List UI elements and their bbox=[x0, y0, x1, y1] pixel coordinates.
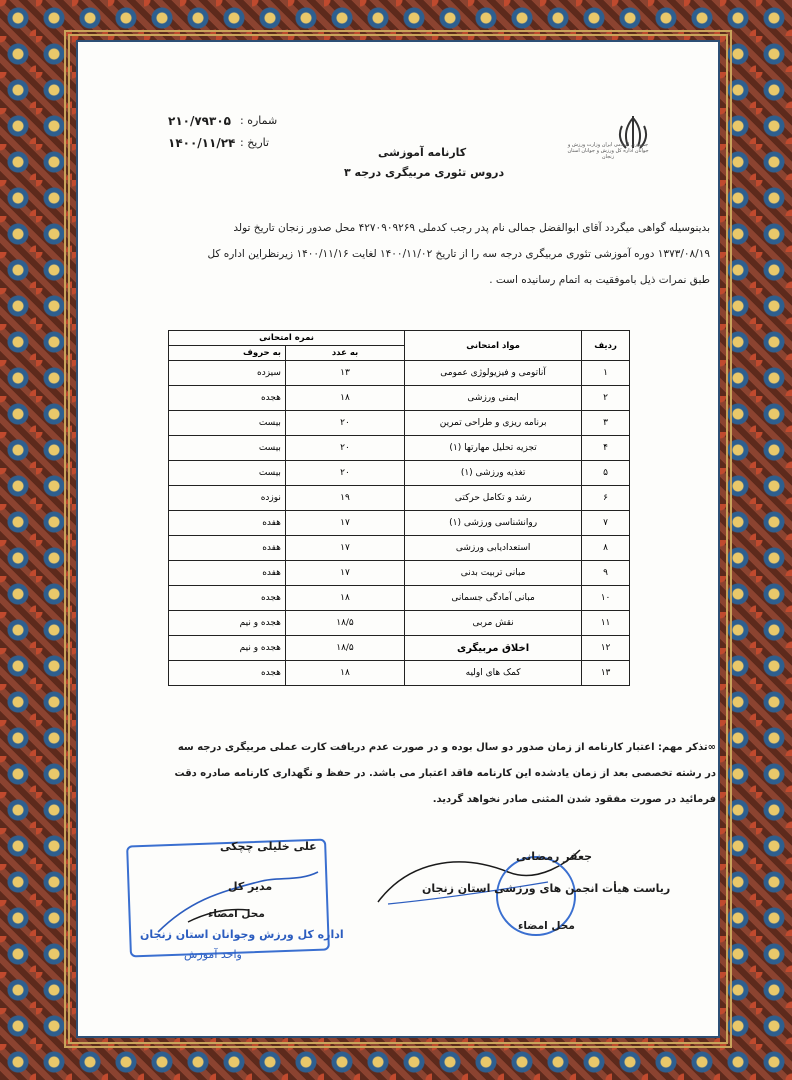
row-words: هجده bbox=[169, 586, 286, 611]
table-row bbox=[169, 661, 630, 686]
left-signer-name: علی خلیلی چچکی bbox=[220, 840, 317, 853]
table-row bbox=[169, 636, 630, 661]
row-index: ۷ bbox=[582, 511, 630, 536]
row-numeric: ۲۰ bbox=[285, 436, 404, 461]
row-numeric: ۱۸ bbox=[285, 661, 404, 686]
table-row bbox=[169, 561, 630, 586]
row-numeric: ۱۸ bbox=[285, 386, 404, 411]
row-words: نوزده bbox=[169, 486, 286, 511]
row-words: هجده bbox=[169, 661, 286, 686]
header-index: ردیف bbox=[582, 331, 630, 361]
row-words: هفده bbox=[169, 536, 286, 561]
row-subject: نقش مربی bbox=[405, 611, 582, 636]
left-stamp-text: اداره کل ورزش وجوانان استان زنجان bbox=[140, 928, 344, 941]
row-words: هفده bbox=[169, 511, 286, 536]
left-stamp-unit: واحد آموزش bbox=[184, 948, 242, 961]
row-index: ۱۳ bbox=[582, 661, 630, 686]
row-subject: آناتومی و فیزیولوژی عمومی bbox=[405, 361, 582, 386]
body-line-2: ۱۳۷۳/۰۸/۱۹ دوره آموزشی تئوری مربیگری درجه سه را از تاریخ ۱۴۰۰/۱۱/۰۲ لغایت ۱۴۰۰/۱۱/۱۶ زیرنظراین اداره کل bbox=[207, 248, 710, 260]
table-row bbox=[169, 486, 630, 511]
row-numeric: ۱۸/۵ bbox=[285, 611, 404, 636]
right-signer-name: جعفر رمضانی bbox=[516, 850, 593, 863]
row-numeric: ۱۷ bbox=[285, 536, 404, 561]
table-row bbox=[169, 386, 630, 411]
date-value: ۱۴۰۰/۱۱/۲۴ bbox=[168, 136, 236, 150]
number-value: ۲۱۰/۷۹۳۰۵ bbox=[168, 114, 231, 128]
row-subject: مبانی آمادگی جسمانی bbox=[405, 586, 582, 611]
row-index: ۳ bbox=[582, 411, 630, 436]
row-words: بیست bbox=[169, 411, 286, 436]
table-row bbox=[169, 361, 630, 386]
row-subject: تجزیه تحلیل مهارتها (۱) bbox=[405, 436, 582, 461]
right-signer-title: ریاست هیأت انجمن های ورزشی استان زنجان bbox=[422, 882, 671, 895]
row-index: ۱۰ bbox=[582, 586, 630, 611]
row-subject: اخلاق مربیگری bbox=[405, 636, 582, 661]
table-row bbox=[169, 536, 630, 561]
header-subject: مواد امتحانی bbox=[405, 331, 582, 361]
row-words: هجده و نیم bbox=[169, 611, 286, 636]
body-line-3: طبق نمرات ذیل باموفقیت به اتمام رسانیده است . bbox=[489, 274, 710, 286]
body-line-1: بدینوسیله گواهی میگردد آقای ابوالفضل جمالی نام پدر رجب کدملی ۴۲۷۰۹۰۹۲۶۹ محل صدور زنجان تاریخ تولد bbox=[233, 222, 710, 234]
row-words: سیزده bbox=[169, 361, 286, 386]
row-subject: ایمنی ورزشی bbox=[405, 386, 582, 411]
certificate-title: کارنامه آموزشی bbox=[378, 146, 467, 159]
table-row bbox=[169, 611, 630, 636]
row-numeric: ۱۸ bbox=[285, 586, 404, 611]
row-index: ۶ bbox=[582, 486, 630, 511]
ministry-caption: جمهوری اسلامی ایران وزارت ورزش و جوانان اداره کل ورزش و جوانان استان زنجان bbox=[567, 142, 649, 160]
row-numeric: ۱۷ bbox=[285, 511, 404, 536]
row-index: ۱ bbox=[582, 361, 630, 386]
row-index: ۱۲ bbox=[582, 636, 630, 661]
row-numeric: ۱۸/۵ bbox=[285, 636, 404, 661]
table-row bbox=[169, 411, 630, 436]
row-index: ۸ bbox=[582, 536, 630, 561]
row-numeric: ۱۷ bbox=[285, 561, 404, 586]
row-numeric: ۲۰ bbox=[285, 411, 404, 436]
row-words: هفده bbox=[169, 561, 286, 586]
date-label: تاریخ : bbox=[240, 136, 270, 149]
row-index: ۵ bbox=[582, 461, 630, 486]
note-line-2: در رشته تخصصی بعد از زمان یادشده این کارنامه فاقد اعتبار می باشد. در حفظ و نگهداری کارنامه صادره دقت bbox=[174, 768, 716, 779]
right-signature-place: محل امضاء bbox=[518, 920, 575, 932]
row-index: ۹ bbox=[582, 561, 630, 586]
certificate-paper bbox=[78, 42, 718, 1036]
row-subject: برنامه ریزی و طراحی تمرین bbox=[405, 411, 582, 436]
row-subject: کمک های اولیه bbox=[405, 661, 582, 686]
row-subject: مبانی تربیت بدنی bbox=[405, 561, 582, 586]
row-words: هجده و نیم bbox=[169, 636, 286, 661]
note-line-3: فرمائید در صورت مفقود شدن المثنی صادر نخواهد گردید. bbox=[432, 794, 716, 805]
number-label: شماره : bbox=[240, 114, 278, 127]
row-words: بیست bbox=[169, 436, 286, 461]
row-subject: روانشناسی ورزشی (۱) bbox=[405, 511, 582, 536]
left-signature-place: محل امضاء bbox=[208, 908, 265, 920]
row-index: ۱۱ bbox=[582, 611, 630, 636]
row-numeric: ۲۰ bbox=[285, 461, 404, 486]
left-signer-title: مدیر کل bbox=[228, 880, 273, 893]
table-row bbox=[169, 586, 630, 611]
certificate-subtitle: دروس تئوری مربیگری درجه ۳ bbox=[344, 166, 505, 179]
table-row bbox=[169, 511, 630, 536]
header-words: به حروف bbox=[169, 346, 286, 361]
header-grade-group: نمره امتحانی bbox=[169, 331, 405, 346]
table-row bbox=[169, 461, 630, 486]
header-numeric: به عدد bbox=[285, 346, 404, 361]
row-index: ۲ bbox=[582, 386, 630, 411]
row-numeric: ۱۹ bbox=[285, 486, 404, 511]
row-index: ۴ bbox=[582, 436, 630, 461]
row-numeric: ۱۳ bbox=[285, 361, 404, 386]
note-line-1: ∞تذکر مهم: اعتبار کارنامه از زمان صدور دو سال بوده و در صورت عدم دریافت کارت عملی مربیگری درجه سه bbox=[177, 742, 716, 753]
row-subject: تغذیه ورزشی (۱) bbox=[405, 461, 582, 486]
row-words: بیست bbox=[169, 461, 286, 486]
table-row bbox=[169, 436, 630, 461]
row-words: هجده bbox=[169, 386, 286, 411]
grades-table bbox=[168, 330, 630, 686]
row-subject: استعدادیابی ورزشی bbox=[405, 536, 582, 561]
row-subject: رشد و تکامل حرکتی bbox=[405, 486, 582, 511]
